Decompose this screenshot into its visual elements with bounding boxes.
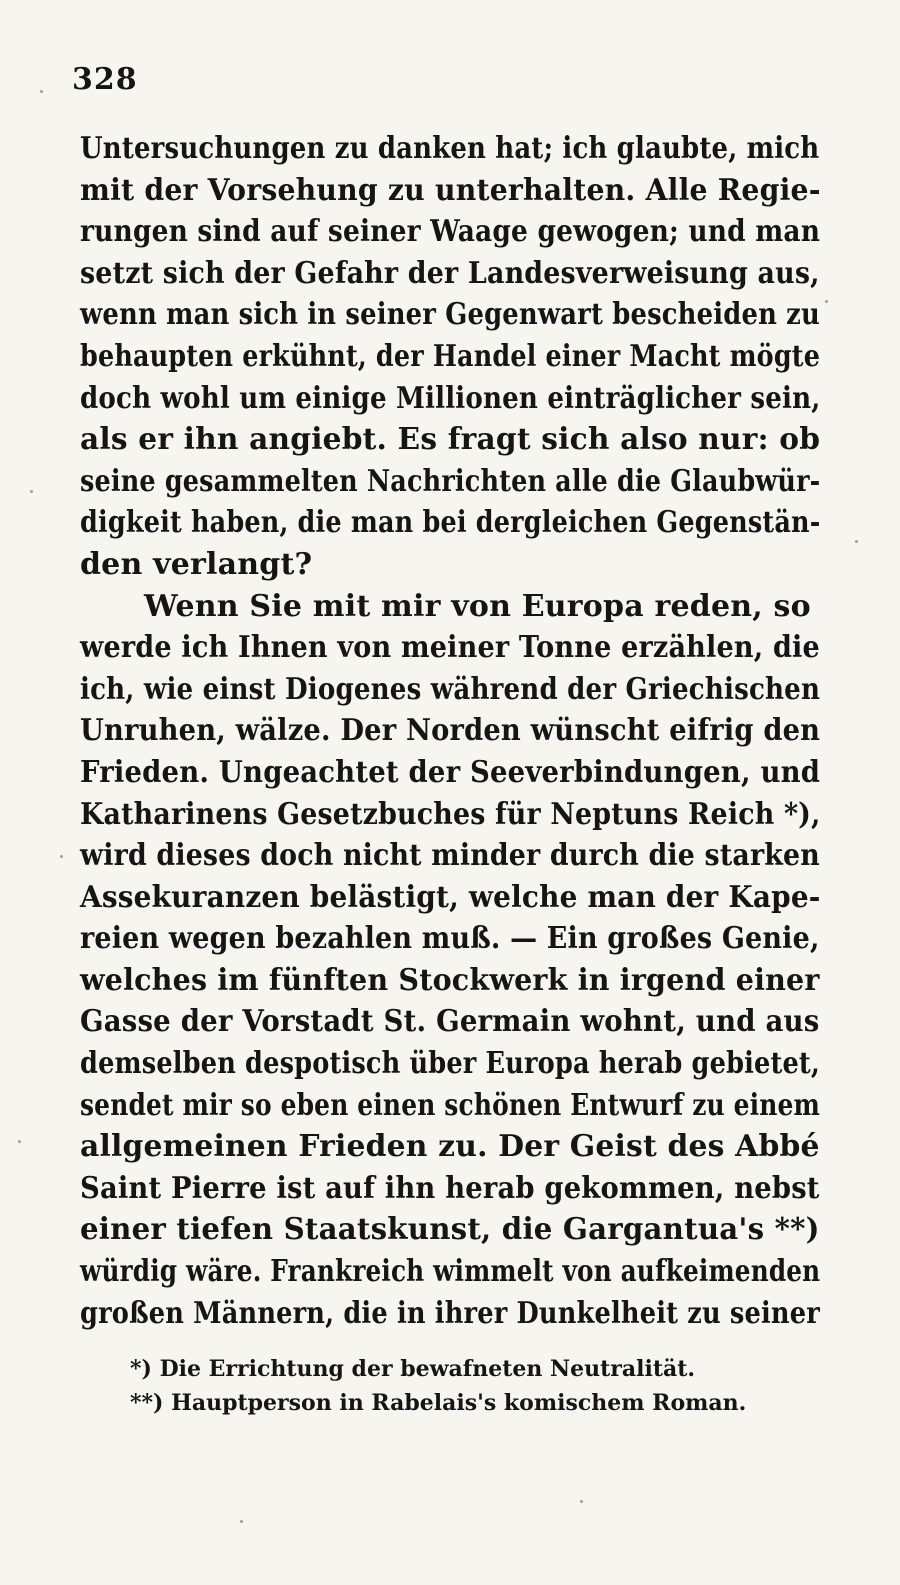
text-line: ich, wie einst Diogenes während der Griechischen: [80, 671, 821, 707]
text-line: Assekuranzen belästigt, welche man der Kape-: [80, 879, 821, 915]
text-line: allgemeinen Frieden zu. Der Geist des Abbé: [80, 1129, 820, 1165]
text-line: welches im fünften Stockwerk in irgend einer: [80, 962, 820, 998]
text-line: Saint Pierre ist auf ihn herab gekommen, nebst: [80, 1170, 820, 1206]
text-line: doch wohl um einige Millionen einträglicher sein,: [80, 380, 821, 416]
text-line: Katharinens Gesetzbuches für Neptuns Reich *),: [80, 796, 821, 832]
text-line: Untersuchungen zu danken hat; ich glaubte, mich: [80, 131, 820, 166]
footnote: *) Die Errichtung der bewafneten Neutralität.: [130, 1356, 696, 1382]
text-line: Gasse der Vorstadt St. Germain wohnt, und aus: [80, 1004, 820, 1040]
text-line: seine gesammelten Nachrichten alle die Glaubwür-: [80, 463, 821, 499]
text-line: einer tiefen Staatskunst, die Gargantua's **): [80, 1212, 820, 1248]
page-number: 328: [72, 62, 138, 97]
text-line: Frieden. Ungeachtet der Seeverbindungen, und: [80, 754, 821, 790]
text-line: würdig wäre. Frankreich wimmelt von aufkeimenden: [80, 1254, 821, 1290]
text-line: rungen sind auf seiner Waage gewogen; und man: [80, 214, 821, 250]
text-line: behaupten erkühnt, der Handel einer Macht mögte: [80, 338, 821, 374]
text-line: demselben despotisch über Europa herab gebietet,: [80, 1046, 820, 1082]
text-line: den verlangt?: [80, 546, 313, 582]
text-line: wenn man sich in seiner Gegenwart bescheiden zu: [80, 297, 820, 333]
text-line: mit der Vorsehung zu unterhalten. Alle Regie-: [80, 172, 821, 208]
text-line: werde ich Ihnen von meiner Tonne erzählen, die: [80, 630, 820, 666]
footnote: **) Hauptperson in Rabelais's komischem Roman.: [130, 1390, 747, 1416]
text-line: als er ihn angiebt. Es fragt sich also nur: ob: [80, 422, 821, 458]
text-line: Unruhen, wälze. Der Norden wünscht eifrig den: [80, 713, 821, 749]
text-line: Wenn Sie mit mir von Europa reden, so: [144, 588, 811, 624]
text-line: großen Männern, die in ihrer Dunkelheit zu seiner: [80, 1295, 820, 1331]
text-line: reien wegen bezahlen muß. — Ein großes Genie,: [80, 921, 820, 957]
body-text: [80, 128, 820, 1334]
text-line: sendet mir so eben einen schönen Entwurf zu einem: [80, 1087, 821, 1123]
text-line: wird dieses doch nicht minder durch die starken: [80, 838, 820, 874]
text-line: digkeit haben, die man bei dergleichen Gegenstän-: [80, 505, 821, 541]
text-line: setzt sich der Gefahr der Landesverweisung aus,: [80, 255, 820, 291]
footnotes: [130, 1352, 830, 1420]
